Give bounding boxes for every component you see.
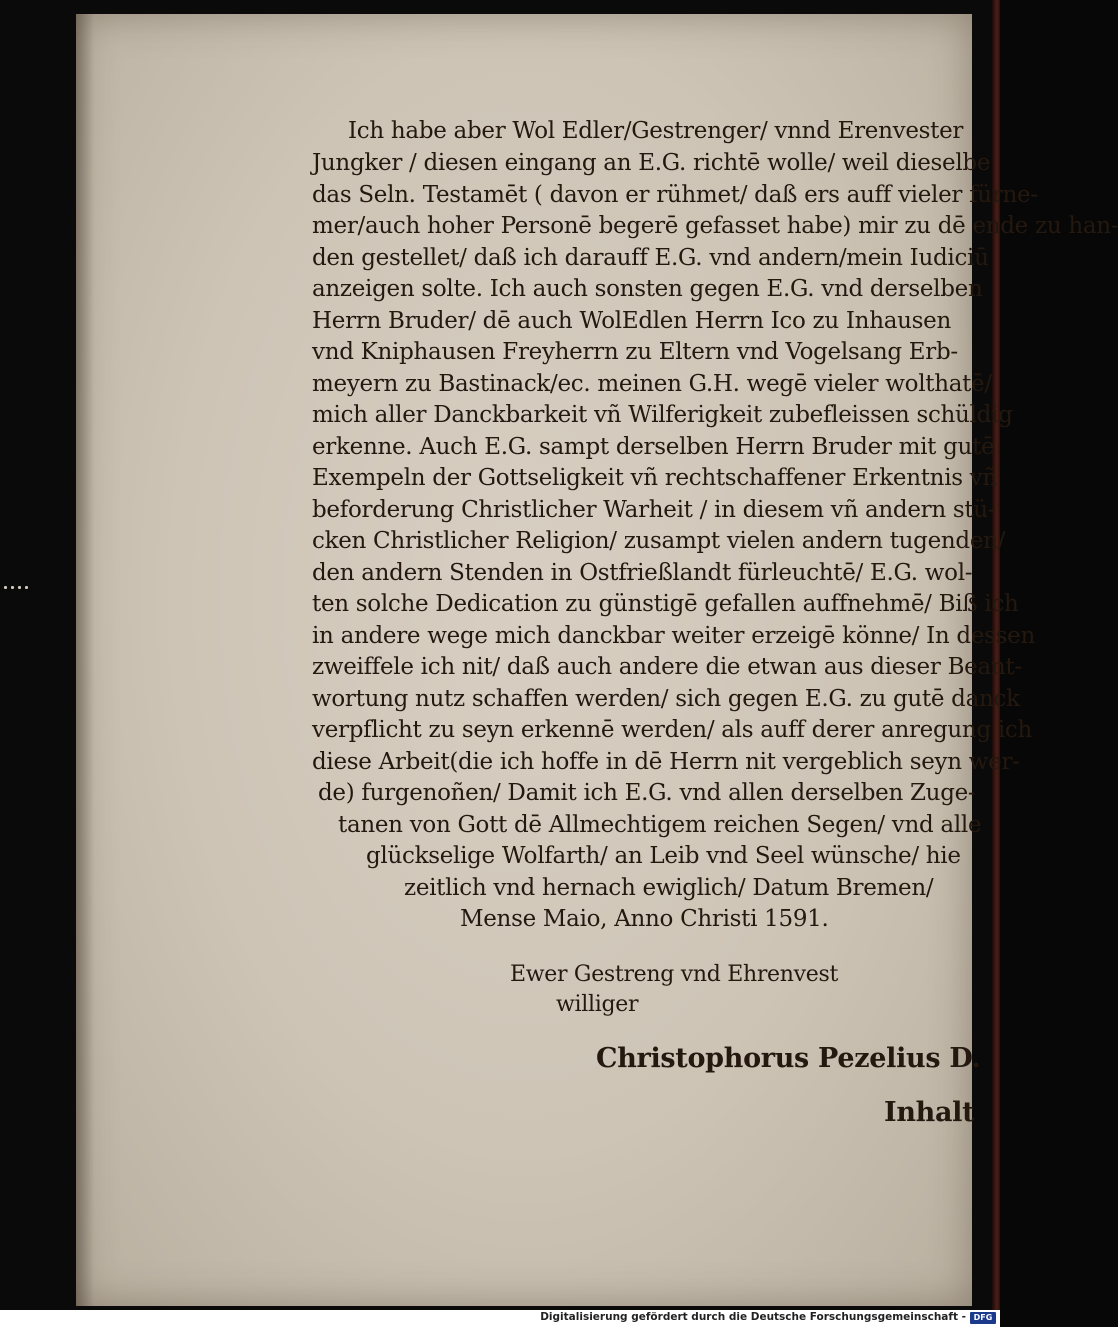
text-line-17: in andere wege mich danckbar weiter erzeigē könne/ In dessen [312,623,1035,649]
text-line-23: tanen von Gott dē Allmechtigem reichen Segen/ vnd alle [338,812,982,838]
text-line-10: mich aller Danckbarkeit vñ Wilferigkeit zubefleissen schüldig [312,402,1013,428]
text-line-14: cken Christlicher Religion/ zusampt vielen andern tugenden/ [312,528,1006,554]
text-line-16: ten solche Dedication zu günstigē gefallen auffnehmē/ Biß ich [312,591,1019,617]
closing-line-1: Ewer Gestreng vnd Ehrenvest [510,962,839,987]
text-line-26: Mense Maio, Anno Christi 1591. [460,906,829,932]
funding-notice: Digitalisierung gefördert durch die Deutsche Forschungsgemeinschaft - [540,1311,966,1323]
text-line-18: zweiffele ich nit/ daß auch andere die etwan aus dieser Beant- [312,654,1022,680]
text-line-9: meyern zu Bastinack/ec. meinen G.H. wegē vieler wolthatē/ [312,371,992,397]
text-line-13: beforderung Christlicher Warheit / in diesem vñ andern stü- [312,497,996,523]
dfg-logo: DFG [970,1312,996,1324]
footer-bar [0,1310,1000,1327]
text-line-12: Exempeln der Gottseligkeit vñ rechtschaffener Erkentnis vñ [312,465,997,491]
text-line-3: das Seln. Testamēt ( davon er rühmet/ daß ers auff vieler fürne- [312,182,1038,208]
text-line-6: anzeigen solte. Ich auch sonsten gegen E.G. vnd derselben [312,276,983,302]
text-line-24: glückselige Wolfarth/ an Leib vnd Seel wünsche/ hie [366,843,961,869]
text-line-25: zeitlich vnd hernach ewiglich/ Datum Bremen/ [404,875,934,901]
text-line-22: de) furgenoñen/ Damit ich E.G. vnd allen derselben Zuge- [318,780,976,806]
text-line-15: den andern Stenden in Ostfrießlandt fürleuchtē/ E.G. wol- [312,560,973,586]
text-line-7: Herrn Bruder/ dē auch WolEdlen Herrn Ico zu Inhausen [312,308,951,334]
text-line-21: diese Arbeit(die ich hoffe in dē Herrn nit vergeblich seyn wer- [312,749,1020,775]
book-page [76,14,1118,1306]
text-line-4: mer/auch hoher Personē begerē gefasset habe) mir zu dē ende zu han- [312,213,1118,239]
closing-line-2: williger [556,992,639,1017]
text-line-1: Ich habe aber Wol Edler/Gestrenger/ vnnd Erenvester [348,118,964,144]
scan-edge-marks [4,574,44,578]
text-line-8: vnd Kniphausen Freyherrn zu Eltern vnd Vogelsang Erb- [312,339,958,365]
text-line-11: erkenne. Auch E.G. sampt derselben Herrn Bruder mit gutē [312,434,995,460]
text-line-5: den gestellet/ daß ich darauff E.G. vnd andern/mein Iudiciū [312,245,989,271]
text-line-2: Jungker / diesen eingang an E.G. richtē wolle/ weil dieselbe [312,150,991,176]
text-line-20: verpflicht zu seyn erkennē werden/ als auff derer anregung ich [312,717,1033,743]
text-line-19: wortung nutz schaffen werden/ sich gegen E.G. zu gutē danck [312,686,1020,712]
signature: Christophorus Pezelius D. [596,1043,981,1074]
catchword: Inhalt [884,1097,975,1128]
